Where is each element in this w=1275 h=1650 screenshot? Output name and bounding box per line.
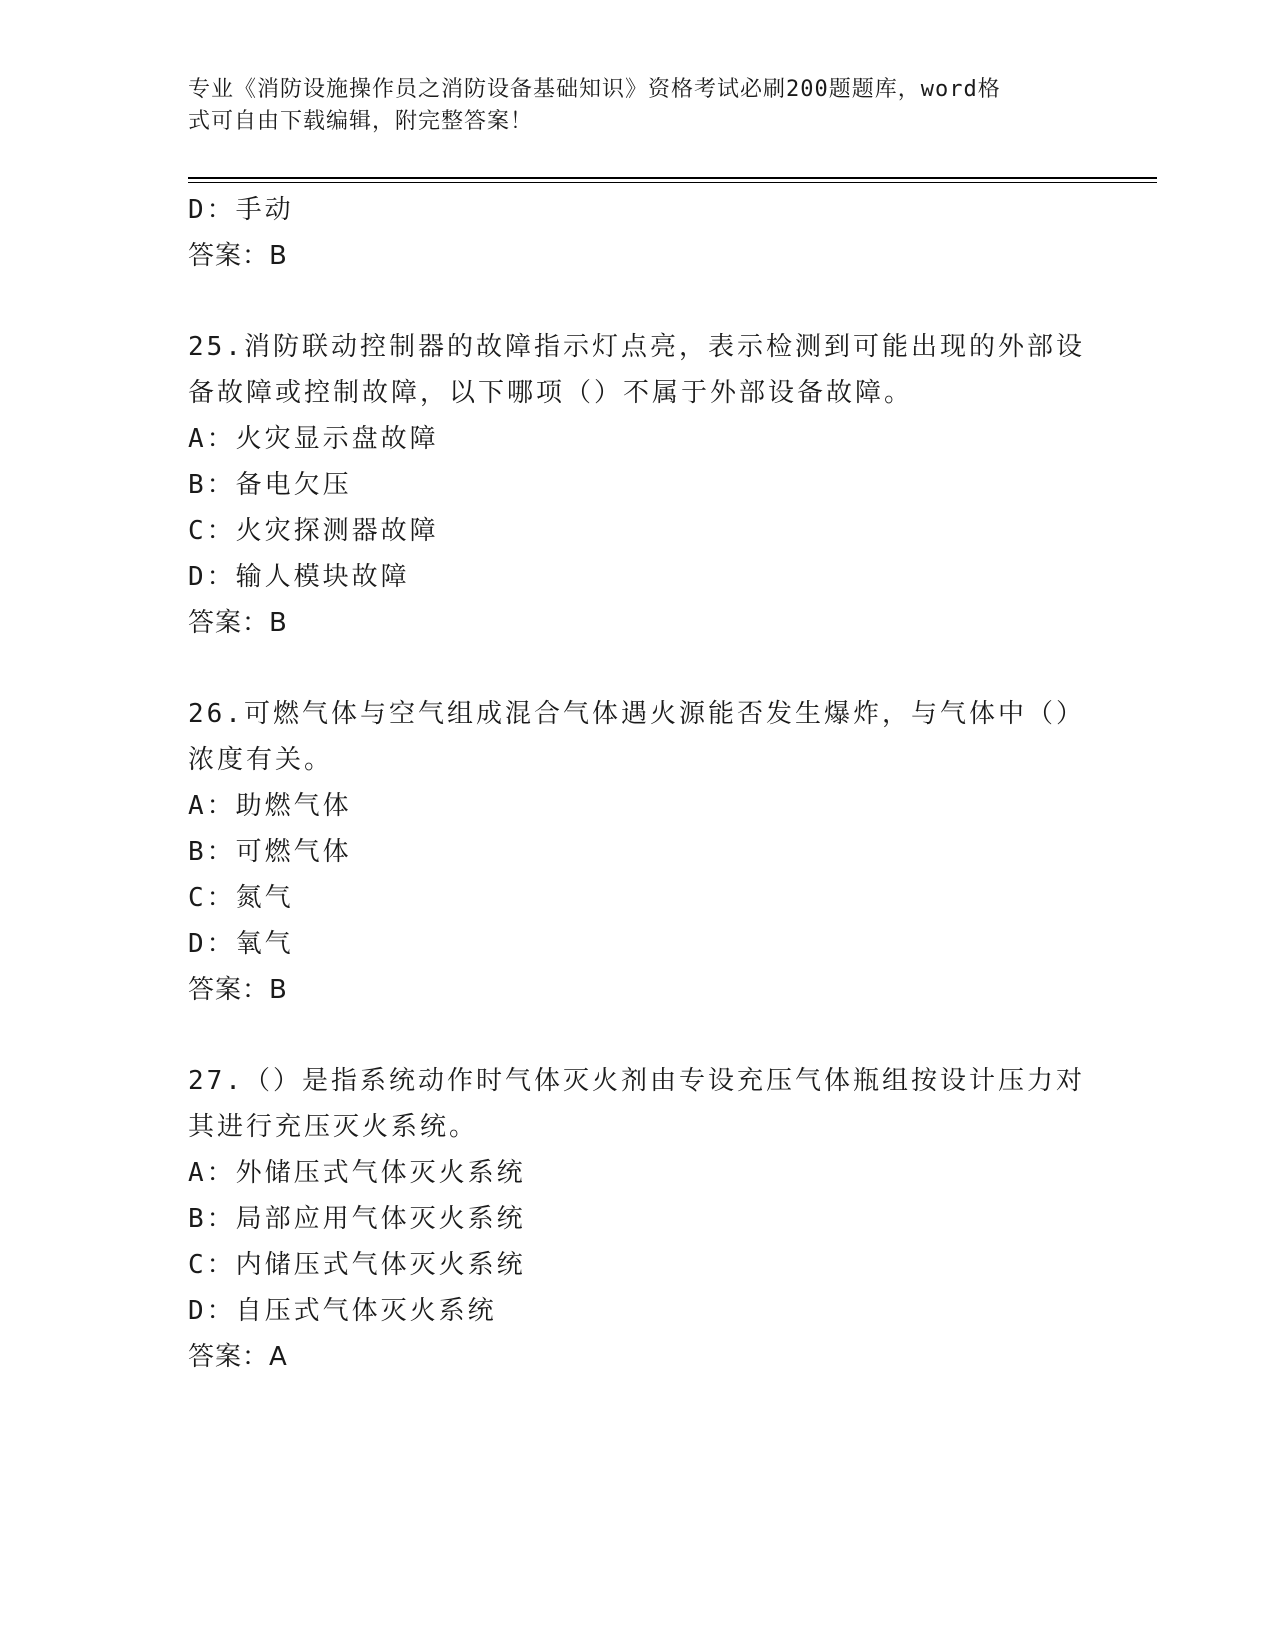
option-d: D：自压式气体灭火系统 [188, 1296, 497, 1326]
header-divider-thin [188, 182, 1157, 183]
header-title-line-1: 专业《消防设施操作员之消防设备基础知识》资格考试必刷200题题库，word格 [188, 77, 1001, 102]
option-d: D：氧气 [188, 929, 294, 959]
option-a: A：火灾显示盘故障 [188, 424, 439, 454]
question-stem-line-1: 25.消防联动控制器的故障指示灯点亮，表示检测到可能出现的外部设 [188, 332, 1085, 362]
answer-line: 答案：A [188, 1342, 288, 1372]
option-b: B：可燃气体 [188, 837, 352, 867]
option-c: C：氮气 [188, 883, 294, 913]
option-a: A：外储压式气体灭火系统 [188, 1158, 526, 1188]
document-body [188, 187, 1088, 1380]
header-divider-thick [188, 177, 1157, 179]
question-27 [188, 1058, 1088, 1380]
header-title-line-2: 式可自由下载编辑，附完整答案！ [188, 109, 534, 134]
question-stem-line-1: 27.（）是指系统动作时气体灭火剂由专设充压气体瓶组按设计压力对 [188, 1066, 1085, 1096]
option-b: B：局部应用气体灭火系统 [188, 1204, 526, 1234]
document-header [188, 74, 1088, 138]
question-stem [188, 691, 1088, 783]
option-c: C：火灾探测器故障 [188, 516, 439, 546]
question-26 [188, 691, 1088, 1013]
question-stem-line-2: 浓度有关。 [188, 745, 334, 775]
question-stem-line-1: 26.可燃气体与空气组成混合气体遇火源能否发生爆炸，与气体中（） [188, 699, 1085, 729]
option-a: A：助燃气体 [188, 791, 352, 821]
option-d: D：手动 [188, 195, 294, 225]
answer-line: 答案：B [188, 608, 288, 638]
question-stem-line-2: 其进行充压灭火系统。 [188, 1112, 479, 1142]
question-25 [188, 324, 1088, 646]
option-c: C：内储压式气体灭火系统 [188, 1250, 526, 1280]
previous-question-tail [188, 187, 1088, 279]
question-stem [188, 324, 1088, 416]
answer-line: 答案：B [188, 975, 288, 1005]
option-b: B：备电欠压 [188, 470, 352, 500]
question-stem-line-2: 备故障或控制故障，以下哪项（）不属于外部设备故障。 [188, 378, 914, 408]
option-d: D：输人模块故障 [188, 562, 410, 592]
answer-line: 答案：B [188, 241, 288, 271]
question-stem [188, 1058, 1088, 1150]
